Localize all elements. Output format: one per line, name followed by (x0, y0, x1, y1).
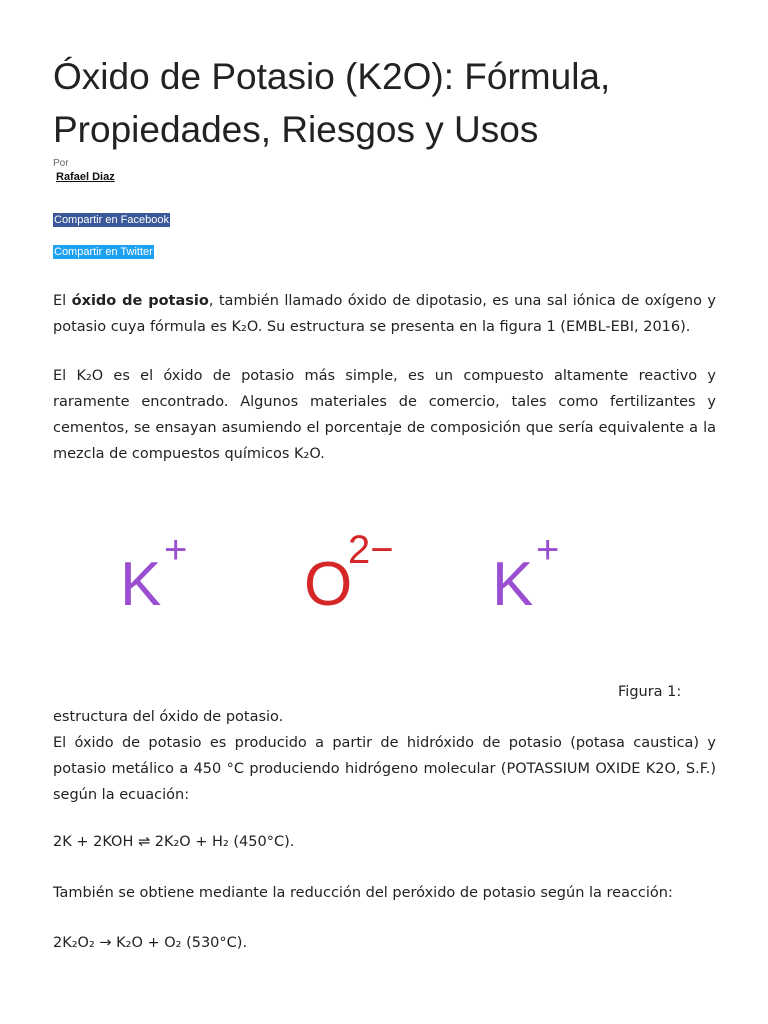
share-twitter-button[interactable]: Compartir en Twitter (54, 246, 153, 258)
figure-caption-part1: Figura 1: (618, 684, 682, 700)
intro-rest: , también llamado óxido de dipotasio, es una sal iónica de oxígeno y potasio cuya fórmula es K₂O. Su estructura se presenta en la figura 1 (EMBL-EBI, 2016). (53, 293, 716, 335)
figure-k2o-structure (0, 528, 768, 620)
intro-lead: El (53, 293, 72, 309)
paragraph-description: El K₂O es el óxido de potasio más simple, es un compuesto altamente reactivo y raramente encontrado. Algunos materiales de comercio, tales como fertilizantes y cementos, se ensayan asumiendo el porcentaje de composición que sería equivalente a la mezcla de compuestos químicos K₂O. (53, 368, 716, 462)
title-line-1: Óxido de Potasio (K2O): Fórmula, (53, 56, 611, 97)
paragraph-production: El óxido de potasio es producido a partir de hidróxido de potasio (potasa caustica) y potasio metálico a 450 °C produciendo hidrógeno molecular (POTASSIUM OXIDE K2O, S.F.) según la ecuación: (53, 735, 716, 803)
figure-caption-part2: estructura del óxido de potasio. (53, 709, 284, 725)
by-label: Por (53, 158, 69, 169)
title-line-2: Propiedades, Riesgos y Usos (53, 109, 539, 150)
equation-1: 2K + 2KOH ⇌ 2K₂O + H₂ (450°C). (53, 834, 295, 850)
author-link[interactable]: Rafael Diaz (56, 171, 115, 183)
share-facebook-button[interactable]: Compartir en Facebook (54, 214, 169, 226)
oxide-ion (304, 528, 394, 619)
paragraph-reduction: También se obtiene mediante la reducción del peróxido de potasio según la reacción: (53, 885, 673, 901)
ion-symbol: K (492, 550, 534, 619)
ion-charge: + (164, 528, 188, 572)
potassium-ion-right (492, 528, 560, 619)
ion-symbol: O (304, 550, 353, 619)
article-title (53, 50, 743, 156)
potassium-ion-left (120, 528, 188, 619)
ion-symbol: K (120, 550, 162, 619)
intro-bold-term: óxido de potasio (71, 293, 209, 309)
paragraph-intro (53, 288, 716, 340)
ion-charge: + (536, 528, 560, 572)
ion-charge: 2− (348, 528, 394, 572)
equation-2: 2K₂O₂ → K₂O + O₂ (530°C). (53, 935, 248, 951)
